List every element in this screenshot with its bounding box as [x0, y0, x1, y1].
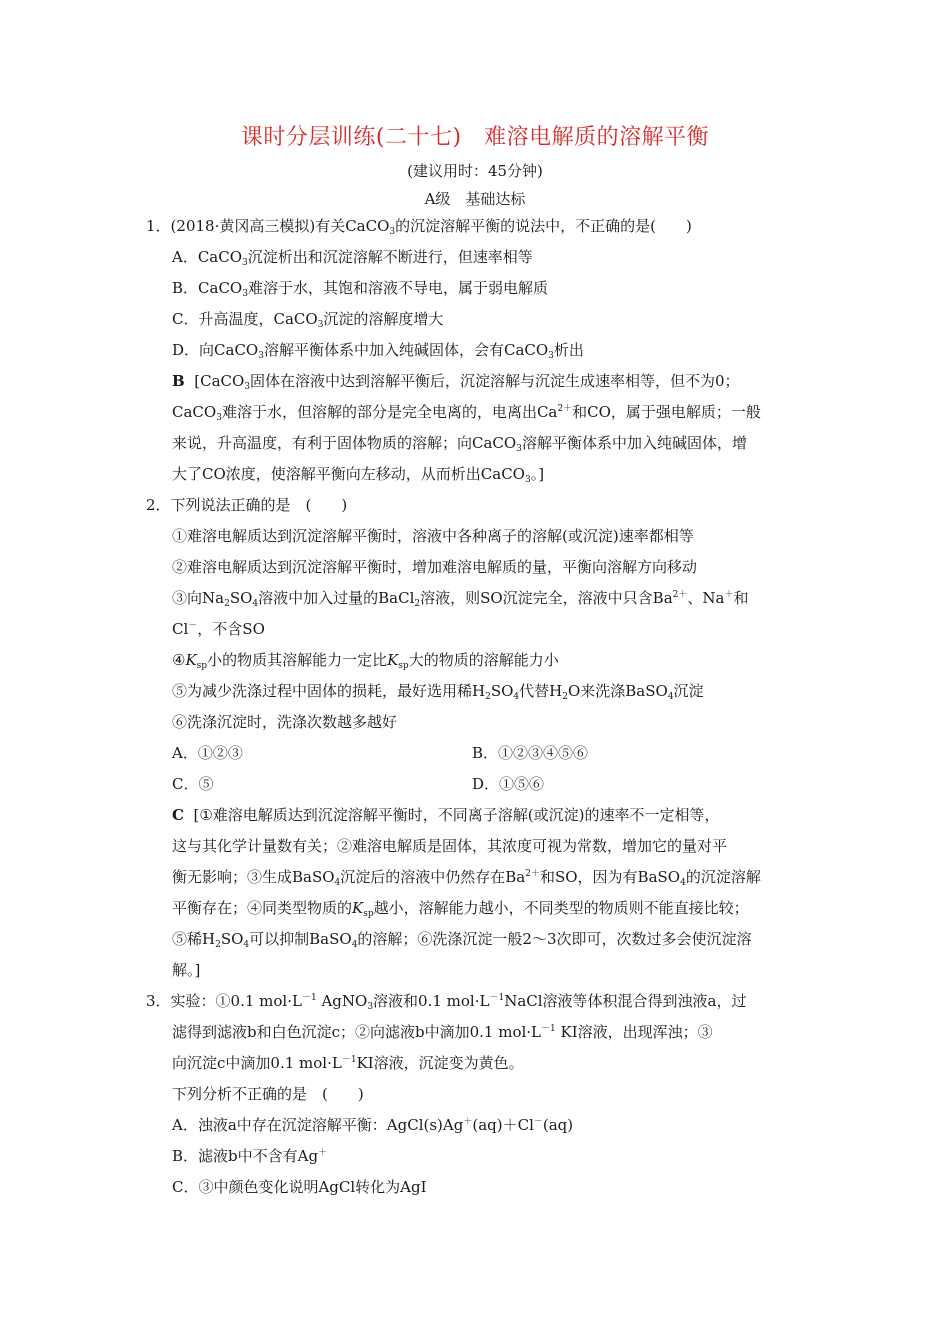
q1-stem: 1．(2018·黄冈高三模拟)有关CaCO$_3$的沉淀溶解平衡的说法中，不正确的是( ) [146, 217, 692, 237]
q1-option-c: C．升高温度，CaCO$_3$沉淀的溶解度增大 [172, 310, 444, 330]
q2-explanation-4: 平衡存在；④同类型物质的$K_{sp}$越小，溶解能力越小，不同类型的物质则不能直接比较； [172, 899, 749, 919]
q3-option-c: C．③中颜色变化说明AgCl转化为AgI [172, 1178, 427, 1196]
q2-option-a: A．①②③ [172, 744, 243, 762]
q1-option-d: D．向CaCO$_3$溶解平衡体系中加入纯碱固体，会有CaCO$_3$析出 [172, 341, 584, 361]
q2-option-d: D．①⑤⑥ [472, 775, 545, 793]
q2-statement-5: ⑤为减少洗涤过程中固体的损耗，最好选用稀$H_2SO_4$代替$H_2O$来洗涤BaSO$_4$沉淀 [172, 682, 704, 702]
q3-stem-1: 3．实验：①0.1 $mol\cdot L^{-1}$ AgNO$_3$溶液和0.1 $mol\cdot L^{-1}NaCl$溶液等体积混合得到浊液a，过 [146, 992, 747, 1012]
time-hint: (建议用时：45分钟) [407, 162, 543, 180]
q2-explanation-5: ⑤稀$H_2SO_4$可以抑制BaSO$_4$的溶解；⑥洗涤沉淀一般2～3次即可，次数过多会使沉淀溶 [172, 930, 752, 950]
q2-explanation-3: 衡无影响；③生成BaSO$_4$沉淀后的溶液中仍然存在$Ba^{2+}$和SO，因为有BaSO$_4$的沉淀溶解 [172, 868, 761, 888]
q1-explanation-2: CaCO$_3$难溶于水，但溶解的部分是完全电离的，电离出$Ca^{2+}$和CO，属于强电解质；一般 [172, 403, 761, 423]
q2-explanation-1: C [①难溶电解质达到沉淀溶解平衡时，不同离子溶解(或沉淀)的速率不一定相等， [172, 806, 720, 824]
page-title: 课时分层训练(二十七) 难溶电解质的溶解平衡 [240, 125, 710, 150]
q2-statement-3-cont: Cl－，不含SO [172, 620, 265, 638]
q3-option-b: B．滤液b中不含有Ag＋ [172, 1147, 328, 1165]
q3-question: 下列分析不正确的是 ( ) [172, 1085, 364, 1103]
q2-statement-4: $④K_{sp}$小的物质其溶解能力一定比$K_{sp}$大的物质的溶解能力小 [172, 651, 559, 671]
q3-stem-3: 向沉淀c中滴加0.1 $mol\cdot L^{-1}KI$溶液，沉淀变为黄色。 [172, 1054, 524, 1072]
q2-explanation-2: 这与其化学计量数有关；②难溶电解质是固体，其浓度可视为常数，增加它的量对平 [172, 837, 728, 855]
q2-statement-3: ③向$Na_2SO_4$溶液中加入过量的BaCl$_2$溶液，则SO沉淀完全，溶液中只含$Ba^{2+}$、Na＋和 [172, 589, 749, 609]
q1-explanation-3: 来说，升高温度，有利于固体物质的溶解；向CaCO$_3$溶解平衡体系中加入纯碱固体，增 [172, 434, 747, 454]
q1-explanation-4: 大了CO浓度，使溶解平衡向左移动，从而析出CaCO$_3$。] [172, 465, 545, 485]
q2-statement-1: ①难溶电解质达到沉淀溶解平衡时，溶液中各种离子的溶解(或沉淀)速率都相等 [172, 527, 694, 545]
q2-statement-6: ⑥洗涤沉淀时，洗涤次数越多越好 [172, 713, 398, 731]
q2-statement-2: ②难溶电解质达到沉淀溶解平衡时，增加难溶电解质的量，平衡向溶解方向移动 [172, 558, 698, 576]
q1-answer: B [172, 372, 185, 390]
q1-explanation-1: B [CaCO$_3$固体在溶液中达到溶解平衡后，沉淀溶解与沉淀生成速率相等，但不为0； [172, 372, 740, 392]
q1-option-b: B．CaCO$_3$难溶于水，其饱和溶液不导电，属于弱电解质 [172, 279, 548, 299]
q2-option-b: B．①②③④⑤⑥ [472, 744, 589, 762]
q2-stem: 2．下列说法正确的是 ( ) [146, 496, 348, 514]
q2-option-c: C．⑤ [172, 775, 214, 793]
q1-option-a: A．CaCO$_3$沉淀析出和沉淀溶解不断进行，但速率相等 [172, 248, 533, 268]
q3-stem-2: 滤得到滤液b和白色沉淀c；②向滤液b中滴加0.1 $mol\cdot L^{-1}$ KI溶液，出现浑浊；③ [172, 1023, 713, 1041]
q2-explanation-6: 解。] [172, 961, 201, 979]
q3-option-a: A．浊液a中存在沉淀溶解平衡：AgCl(s)Ag＋(aq)＋Cl－(aq) [172, 1116, 574, 1134]
q2-answer: C [172, 806, 184, 824]
level-heading: A级 基础达标 [424, 190, 526, 208]
